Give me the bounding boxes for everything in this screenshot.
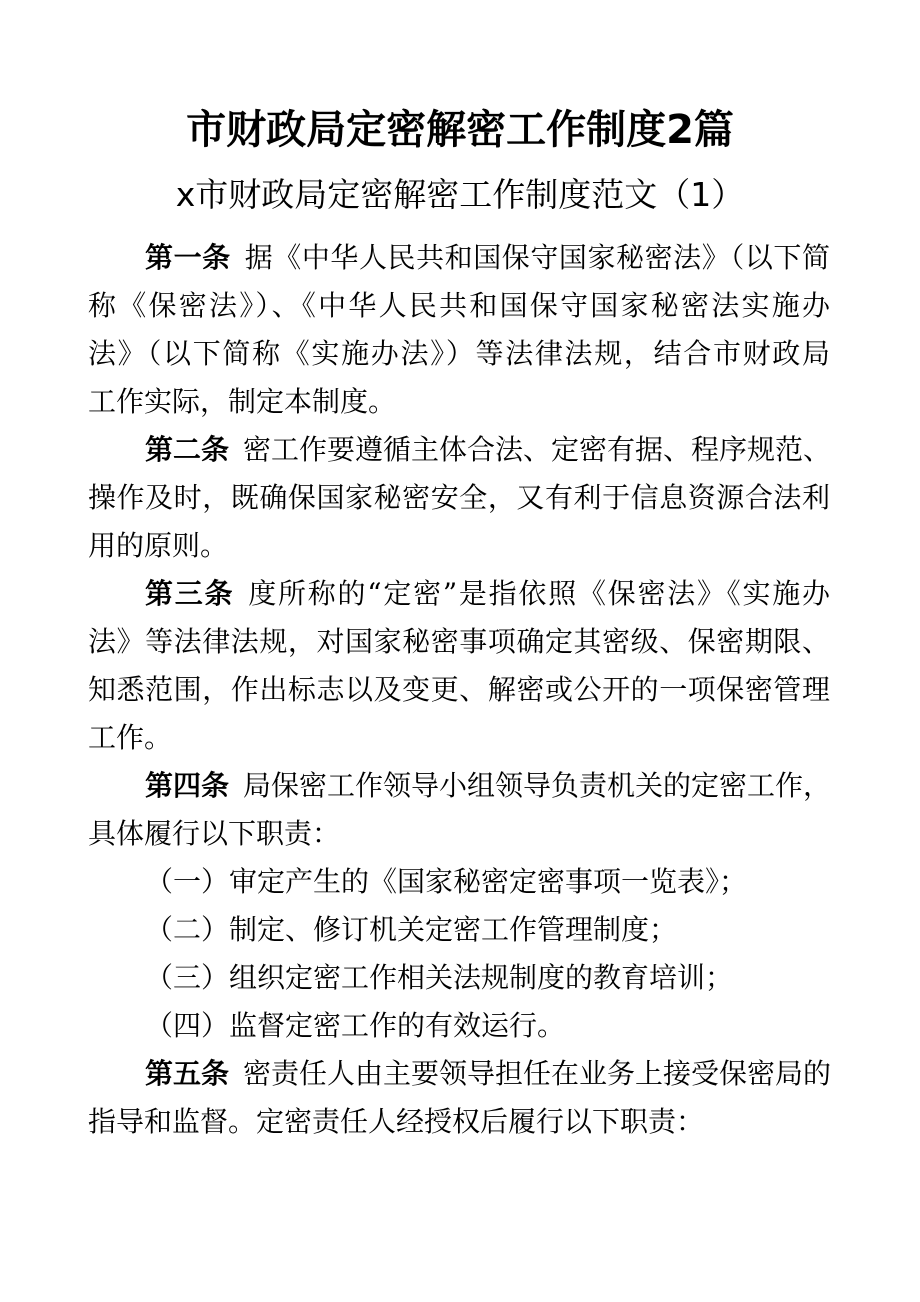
article-2-line: 用的原则。 (88, 529, 229, 562)
article-3-line: 第三条 度所称的“定密”是指依照《保密法》《实施办 (145, 577, 830, 610)
document-title: 市财政局定密解密工作制度2篇 (186, 107, 734, 153)
article-label: 第一条 (145, 241, 231, 274)
document-body (88, 234, 830, 1146)
article-4-line: 第四条 局保密工作领导小组领导负责机关的定密工作， (145, 769, 832, 802)
article-5-line: 第五条 密责任人由主要领导担任在业务上接受保密局的 (145, 1057, 832, 1090)
article-1-line: 法》（以下简称《实施办法》）等法律法规，结合市财政局 (88, 337, 830, 370)
duty-item: （三）组织定密工作相关法规制度的教育培训； (145, 961, 734, 994)
article-label: 第二条 (145, 433, 230, 466)
article-3-line: 法》等法律法规，对国家秘密事项确定其密级、保密期限、 (88, 625, 830, 658)
article-2-line: 操作及时，既确保国家秘密安全，又有利于信息资源合法利 (88, 481, 830, 514)
duty-item: （四）监督定密工作的有效运行。 (145, 1009, 566, 1042)
article-4-line: 具体履行以下职责： (88, 817, 341, 850)
article-1-line: 工作实际，制定本制度。 (88, 385, 397, 418)
duty-item: （一）审定产生的《国家秘密定密事项一览表》； (145, 865, 748, 898)
document-subtitle: x市财政局定密解密工作制度范文（1） (175, 175, 745, 214)
duty-item: （二）制定、修订机关定密工作管理制度； (145, 913, 678, 946)
article-3-line: 工作。 (88, 721, 173, 754)
article-3-line: 知悉范围，作出标志以及变更、解密或公开的一项保密管理 (88, 673, 830, 706)
article-2-line: 第二条 密工作要遵循主体合法、定密有据、程序规范、 (145, 433, 832, 466)
article-1-line: 称《保密法》）、《中华人民共和国保守国家秘密法实施办 (88, 289, 830, 322)
article-1-line: 第一条 据《中华人民共和国保守国家秘密法》（以下简 (145, 241, 830, 274)
article-label: 第四条 (145, 769, 230, 802)
article-label: 第三条 (145, 577, 235, 610)
article-label: 第五条 (145, 1057, 230, 1090)
article-5-line: 指导和监督。定密责任人经授权后履行以下职责： (88, 1105, 705, 1138)
